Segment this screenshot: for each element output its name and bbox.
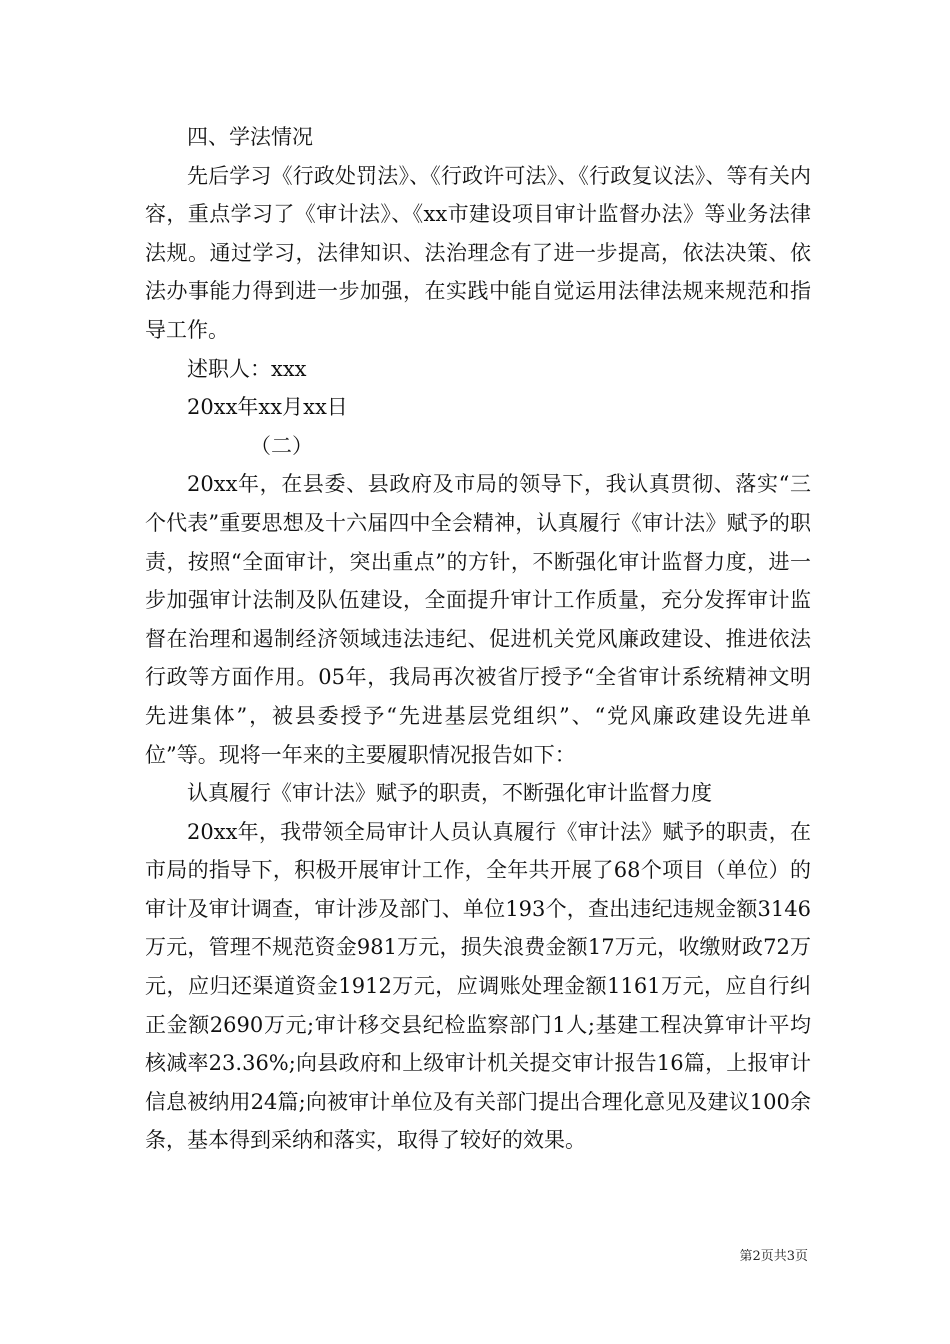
paragraph: 先后学习《行政处罚法》、《行政许可法》、《行政复议法》、等有关内容，重点学习了《审计法》、《xx市建设项目审计监督办法》等业务法律法规。通过学习，法律知识、法治理念有了进一步提高，依法决策、依法办事能力得到进一步加强，在实践中能自觉运用法律法规来规范和指导工作。	[145, 163, 811, 342]
page-footer: 第2页共3页	[739, 1249, 808, 1264]
date-line: 20xx年xx月xx日	[187, 395, 348, 420]
paragraph: 20xx年，在县委、县政府及市局的领导下，我认真贯彻、落实“三个代表”重要思想及十六届四中全会精神，认真履行《审计法》赋予的职责，按照“全面审计，突出重点”的方针，不断强化审计监督力度，进一步加强审计法制及队伍建设，全面提升审计工作质量，充分发挥审计监督在治理和遏制经济领域违法违纪、促进机关党风廉政建设、推进依法行政等方面作用。05年，我局再次被省厅授予“全省审计系统精神文明先进集体”，被县委授予“先进基层党组织”、“党风廉政建设先进单位”等。现将一年来的主要履职情况报告如下：	[145, 472, 811, 767]
section-heading: 四、学法情况	[187, 125, 313, 149]
section-number: （二）	[250, 433, 313, 458]
section-heading: 认真履行《审计法》赋予的职责，不断强化审计监督力度	[187, 781, 712, 806]
document-body	[145, 118, 811, 1160]
paragraph: 20xx年，我带领全局审计人员认真履行《审计法》赋予的职责，在市局的指导下，积极开展审计工作，全年共开展了68个项目（单位）的审计及审计调查，审计涉及部门、单位193个，查出违纪违规金额3146万元，管理不规范资金981万元，损失浪费金额17万元，收缴财政72万元，应归还渠道资金1912万元，应调账处理金额1161万元，应自行纠正金额2690万元;审计移交县纪检监察部门1人;基建工程决算审计平均核减率23.36%;向县政府和上级审计机关提交审计报告16篇，上报审计信息被纳用24篇;向被审计单位及有关部门提出合理化意见及建议100余条，基本得到采纳和落实，取得了较好的效果。	[145, 819, 811, 1153]
signature-line: 述职人：xxx	[187, 356, 307, 381]
